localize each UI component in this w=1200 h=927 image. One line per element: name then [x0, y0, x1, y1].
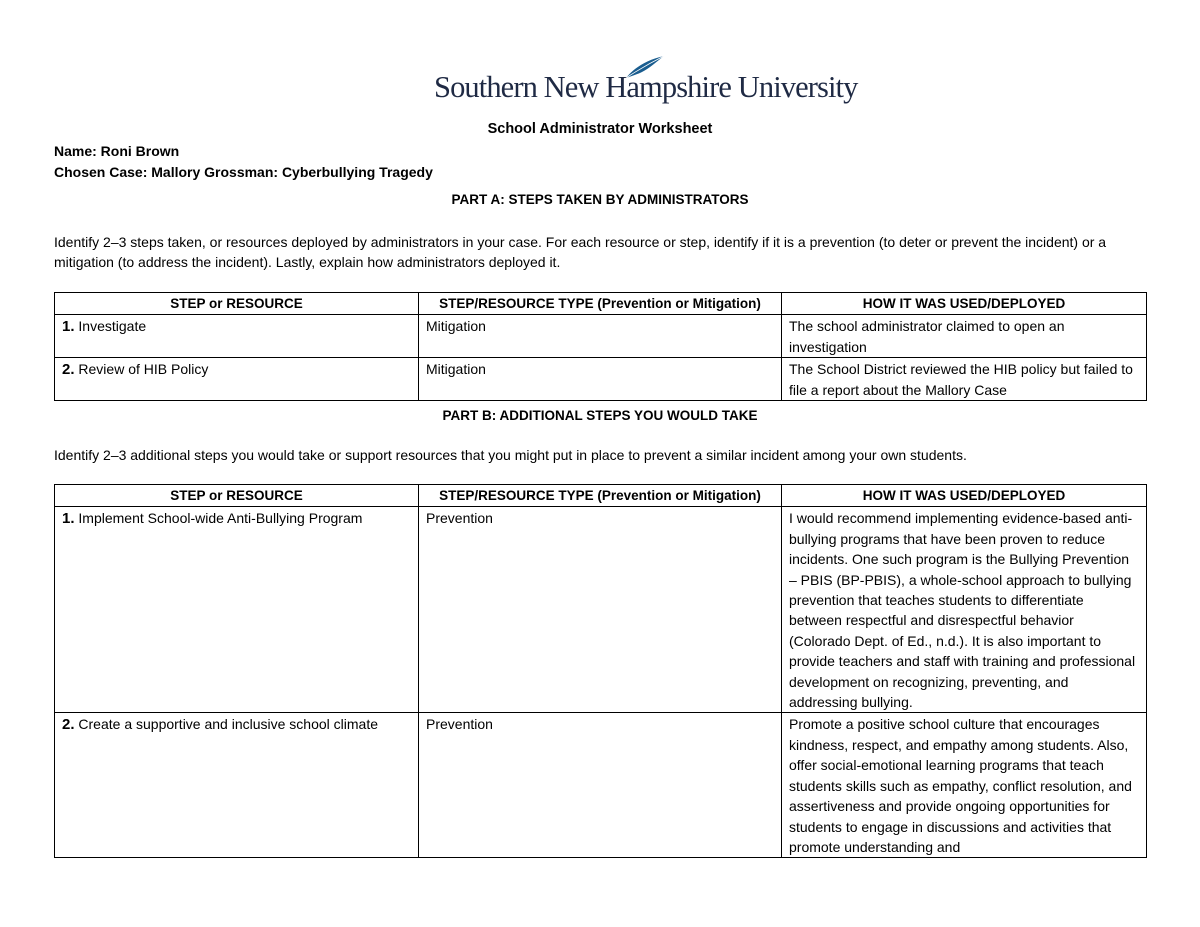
step-cell — [55, 358, 419, 401]
part-b-title: PART B: ADDITIONAL STEPS YOU WOULD TAKE — [442, 408, 758, 423]
column-header: HOW IT WAS USED/DEPLOYED — [782, 485, 1147, 507]
part-b-intro: Identify 2–3 additional steps you would take or support resources that you might put in place to prevent a similar incident among your own students. — [54, 447, 967, 463]
part-a-intro: Identify 2–3 steps taken, or resources deployed by administrators in your case. For each resource or step, identify if it is a prevention (to deter or prevent the incident) or a mitigation (to address the incident). Lastly, explain how administrators deployed it. — [54, 234, 1107, 271]
page-title: School Administrator Worksheet — [487, 121, 713, 137]
student-name: Name: Roni Brown — [54, 143, 180, 159]
part-a-title: PART A: STEPS TAKEN BY ADMINISTRATORS — [451, 192, 749, 207]
step-number: 2. — [62, 716, 75, 734]
column-header: STEP/RESOURCE TYPE (Prevention or Mitigation) — [419, 293, 782, 315]
column-header: STEP/RESOURCE TYPE (Prevention or Mitigation) — [419, 485, 782, 507]
university-logo — [434, 54, 858, 104]
how-cell: The School District reviewed the HIB policy but failed to file a report about the Mallory Case — [782, 358, 1147, 401]
type-cell: Mitigation — [419, 315, 782, 358]
type-cell: Mitigation — [419, 358, 782, 401]
step-cell — [55, 315, 419, 358]
step-number: 1. — [62, 510, 75, 528]
table-row — [55, 713, 1147, 858]
step-cell — [55, 713, 419, 858]
table-row — [55, 507, 1147, 713]
column-header: STEP or RESOURCE — [55, 293, 419, 315]
part-b-table — [54, 484, 1147, 858]
step-cell — [55, 507, 419, 713]
how-cell: The school administrator claimed to open an investigation — [782, 315, 1147, 358]
how-cell: Promote a positive school culture that encourages kindness, respect, and empathy among students. Also, offer social-emotional learning programs that teach students skills such as empathy, conflict resolution, and assertiveness and provide ongoing opportunities for students to engage in discussions and activities that promote understanding and — [782, 713, 1147, 858]
table-header-row — [55, 485, 1147, 507]
step-label: Investigate — [74, 318, 147, 335]
table-header-row — [55, 293, 1147, 315]
type-cell: Prevention — [419, 713, 782, 858]
logo-text: Southern New Hampshire University — [434, 70, 858, 104]
step-number: 2. — [62, 361, 75, 379]
how-cell: I would recommend implementing evidence-based anti-bullying programs that have been proven to reduce incidents. One such program is the Bullying Prevention – PBIS (BP-PBIS), a whole-school approach to bullying prevention that teaches students to differentiate between respectful and disrespectful behavior (Colorado Dept. of Ed., n.d.). It is also important to provide teachers and staff with training and professional development on recognizing, preventing, and addressing bullying. — [782, 507, 1147, 713]
chosen-case: Chosen Case: Mallory Grossman: Cyberbullying Tragedy — [54, 164, 433, 180]
step-number: 1. — [62, 318, 75, 336]
step-label: Review of HIB Policy — [74, 361, 209, 378]
step-label: Create a supportive and inclusive school climate — [74, 716, 379, 733]
type-cell: Prevention — [419, 507, 782, 713]
table-row — [55, 315, 1147, 358]
column-header: HOW IT WAS USED/DEPLOYED — [782, 293, 1147, 315]
table-row — [55, 358, 1147, 401]
step-label: Implement School-wide Anti-Bullying Program — [74, 510, 363, 527]
part-a-table — [54, 292, 1147, 401]
column-header: STEP or RESOURCE — [55, 485, 419, 507]
